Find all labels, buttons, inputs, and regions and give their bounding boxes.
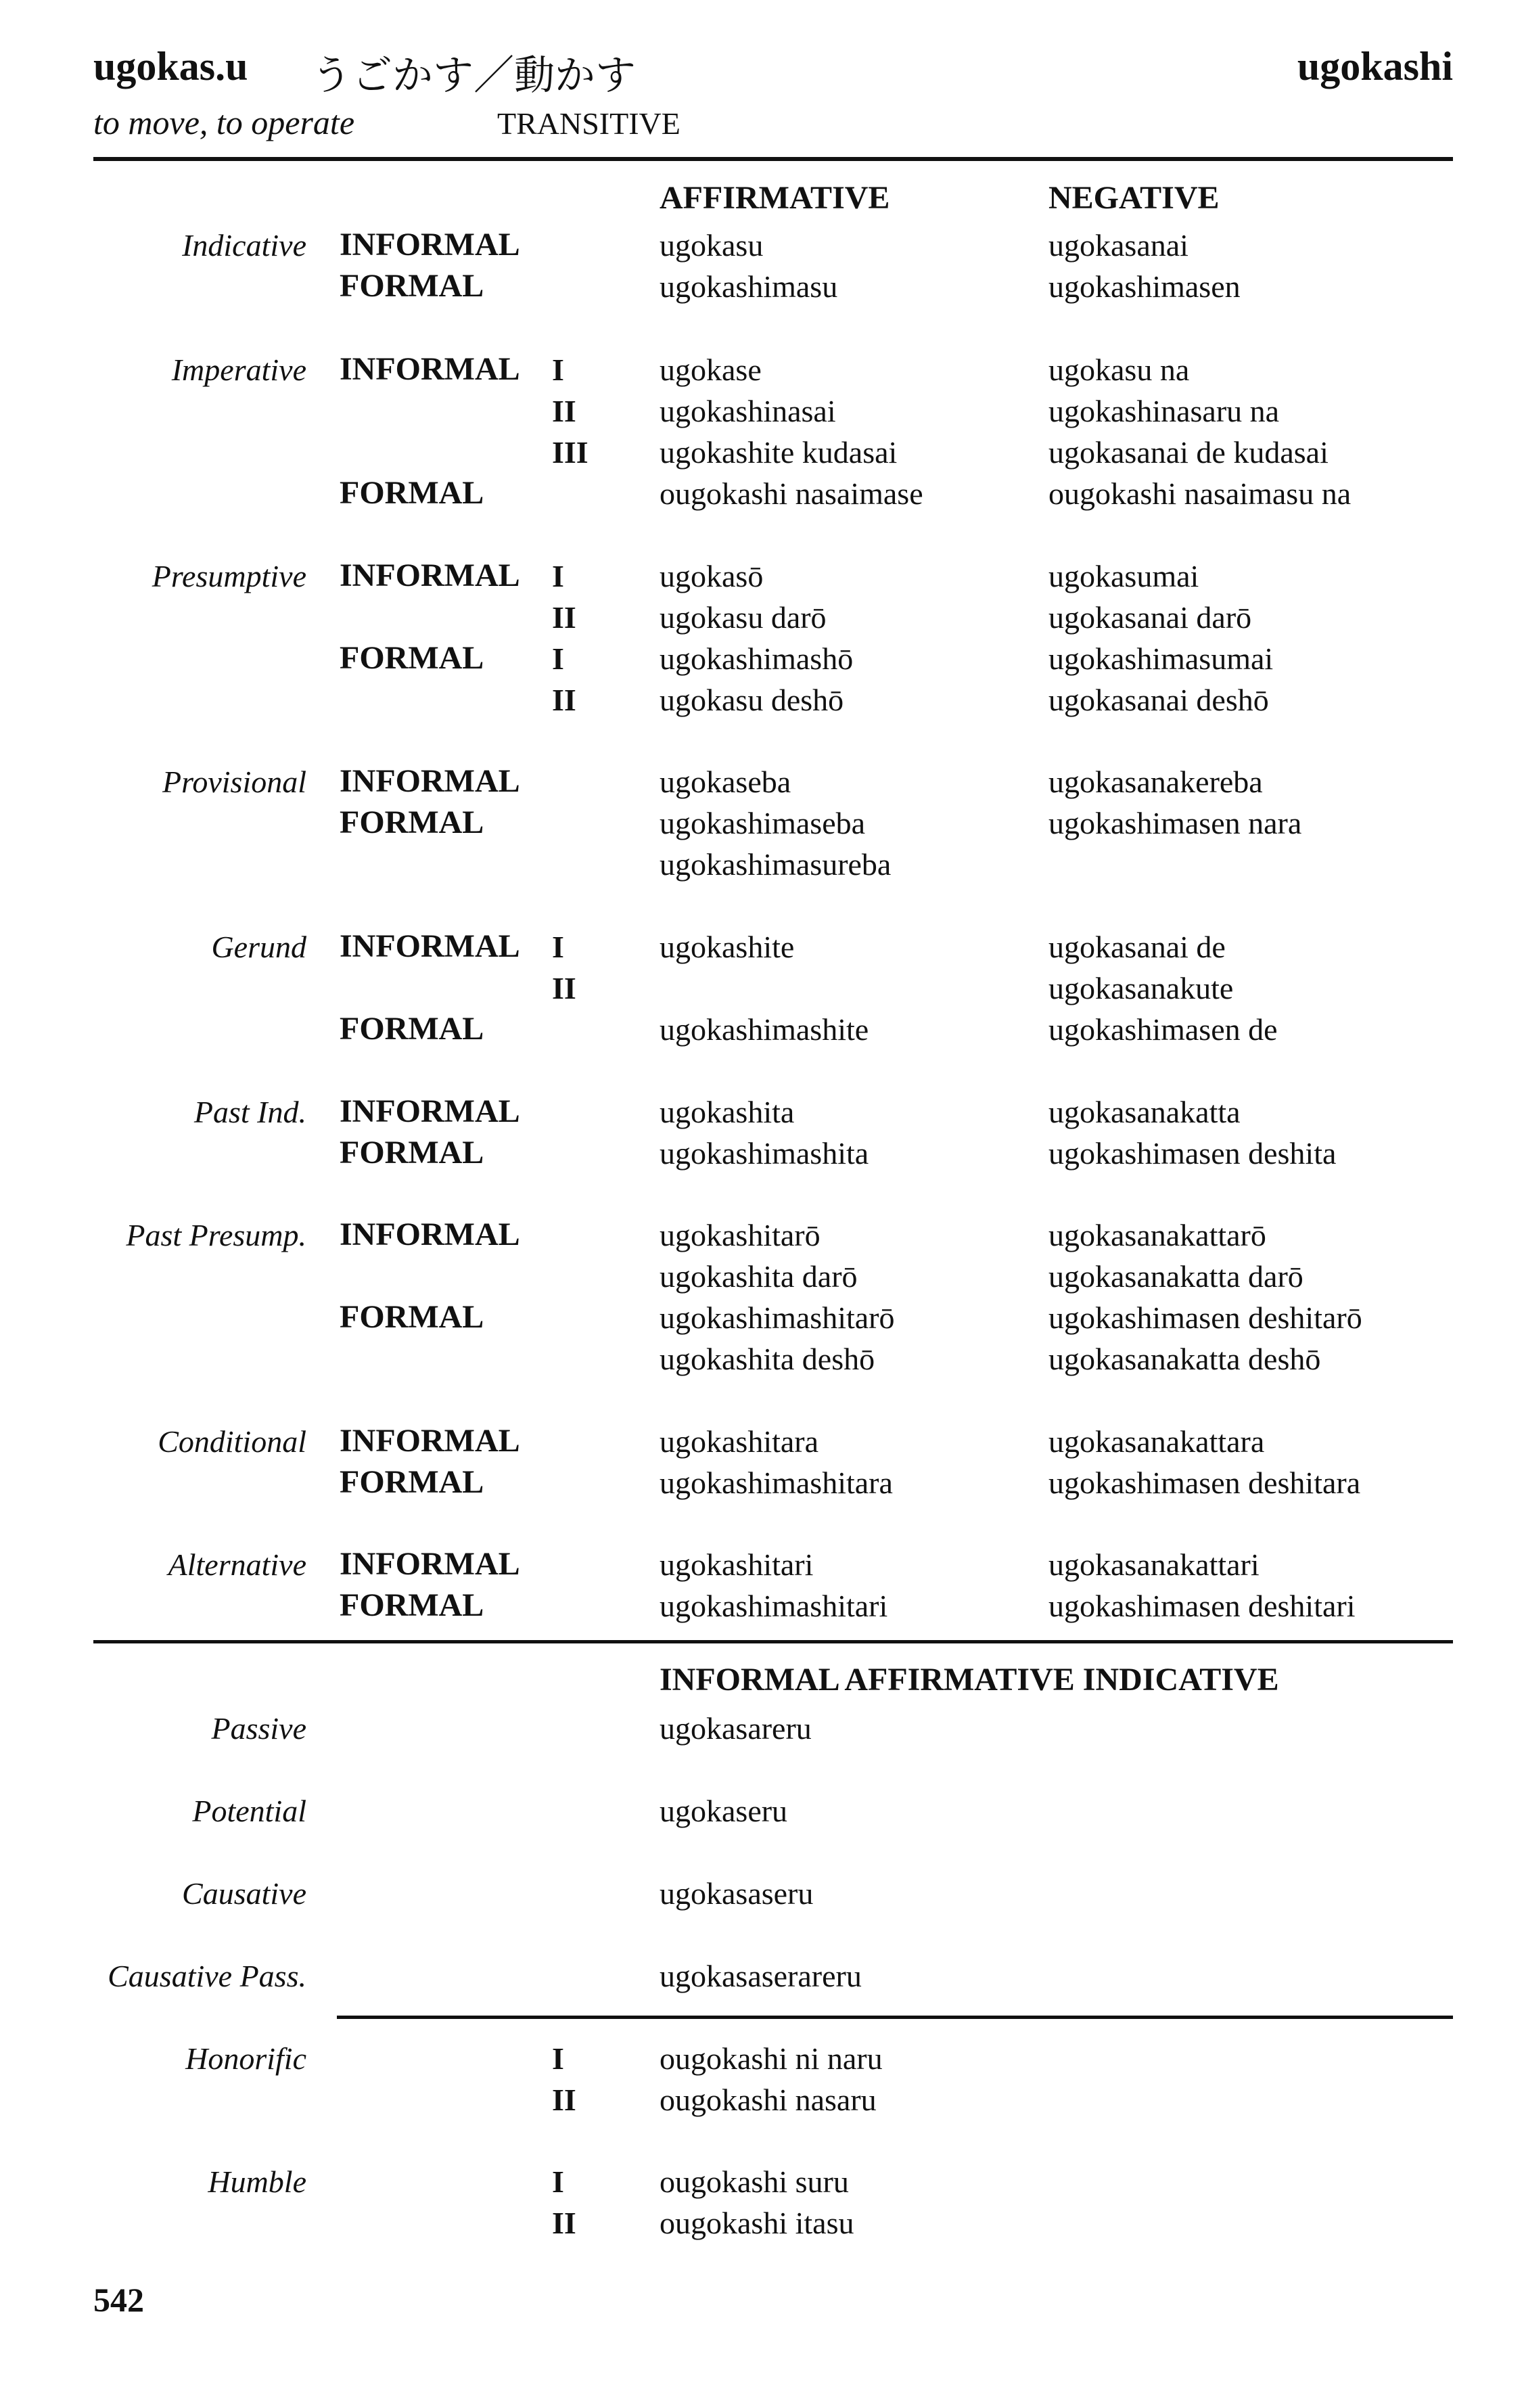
form-negative: ugokasanakereba [1048, 765, 1263, 799]
label-causative: Causative [182, 1876, 306, 1911]
row-label: Provisional [162, 765, 306, 799]
col-header-negative: NEGATIVE [1048, 180, 1220, 216]
form-negative: ugokashimasen [1048, 269, 1241, 304]
form-affirmative: ugokashita darō [660, 1259, 858, 1294]
form-affirmative: ugokasu darō [660, 600, 827, 635]
numeral-ii: II [552, 683, 576, 717]
form-negative: ugokasanai de kudasai [1048, 435, 1329, 470]
form-affirmative: ugokashimashitara [660, 1466, 893, 1500]
register-informal: INFORMAL [340, 351, 520, 387]
label-potential: Potential [192, 1794, 306, 1828]
label-passive: Passive [211, 1711, 306, 1746]
verb-stem: ugokashi [1297, 44, 1453, 89]
form-negative: ugokasanakatta deshō [1048, 1342, 1321, 1376]
form-negative: ugokasanai de [1048, 930, 1226, 964]
form-negative: ugokasanakute [1048, 971, 1234, 1005]
form-negative: ugokashimasen nara [1048, 806, 1302, 840]
value-honorific-i: ougokashi ni naru [660, 2041, 883, 2076]
form-affirmative: ugokashimashō [660, 641, 854, 676]
form-affirmative: ugokashimashitarō [660, 1300, 895, 1335]
form-affirmative: ugokashite kudasai [660, 435, 898, 470]
numeral-ii: II [552, 971, 576, 1005]
honorific-divider [337, 2016, 1453, 2019]
page-number: 542 [93, 2281, 144, 2319]
form-negative: ugokasanakattarō [1048, 1218, 1266, 1252]
form-negative: ugokasanakattara [1048, 1424, 1265, 1459]
form-affirmative: ugokase [660, 353, 762, 387]
verb-meaning: to move, to operate [93, 104, 355, 141]
row-label: Conditional [158, 1424, 306, 1459]
register-informal: INFORMAL [340, 1217, 520, 1252]
register-informal: INFORMAL [340, 1423, 520, 1459]
form-negative: ugokashimasen deshita [1048, 1136, 1337, 1171]
form-negative: ugokasumai [1048, 559, 1199, 593]
register-informal: INFORMAL [340, 558, 520, 593]
numeral-ii: II [552, 394, 576, 428]
verb-japanese: うごかす／動かす [311, 52, 636, 99]
form-affirmative: ugokashimaseba [660, 806, 866, 840]
label-humble: Humble [208, 2164, 306, 2199]
value-passive: ugokasareru [660, 1711, 812, 1746]
register-formal: FORMAL [340, 475, 484, 511]
form-affirmative: ougokashi nasaimase [660, 476, 923, 511]
form-affirmative: ugokashite [660, 930, 795, 964]
label-causative-passive: Causative Pass. [108, 1959, 306, 1993]
form-negative: ugokasanai darō [1048, 600, 1252, 635]
row-label: Gerund [211, 930, 306, 964]
register-informal: INFORMAL [340, 763, 520, 799]
register-formal: FORMAL [340, 1135, 484, 1171]
numeral-i: I [552, 559, 564, 593]
lower-heading: INFORMAL AFFIRMATIVE INDICATIVE [660, 1662, 1279, 1698]
value-causative: ugokasaseru [660, 1876, 814, 1911]
numeral-i: I [552, 2041, 564, 2076]
form-affirmative: ugokasō [660, 559, 764, 593]
form-negative: ugokasanakattari [1048, 1547, 1260, 1582]
form-negative: ugokasanakatta [1048, 1095, 1241, 1129]
numeral-ii: II [552, 2083, 576, 2117]
form-affirmative: ugokashimashite [660, 1012, 869, 1047]
value-humble-ii: ougokashi itasu [660, 2206, 854, 2240]
numeral-iii: III [552, 435, 588, 470]
form-affirmative: ugokashitari [660, 1547, 814, 1582]
form-affirmative: ugokashinasai [660, 394, 836, 428]
numeral-i: I [552, 353, 564, 387]
register-formal: FORMAL [340, 640, 484, 676]
register-formal: FORMAL [340, 268, 484, 304]
form-affirmative: ugokashitara [660, 1424, 819, 1459]
row-label: Indicative [182, 228, 306, 263]
register-formal: FORMAL [340, 1011, 484, 1047]
row-label: Past Ind. [193, 1095, 306, 1129]
form-affirmative: ugokasu [660, 228, 764, 263]
value-honorific-ii: ougokashi nasaru [660, 2083, 877, 2117]
register-informal: INFORMAL [340, 1546, 520, 1582]
form-negative: ugokashimasen deshitari [1048, 1589, 1356, 1623]
form-affirmative: ugokashimasureba [660, 847, 892, 882]
register-formal: FORMAL [340, 1299, 484, 1335]
numeral-i: I [552, 2164, 564, 2199]
form-negative: ugokashimasumai [1048, 641, 1274, 676]
register-formal: FORMAL [340, 1587, 484, 1623]
numeral-i: I [552, 930, 564, 964]
form-negative: ugokasanai [1048, 228, 1188, 263]
value-causative-passive: ugokasaserareru [660, 1959, 862, 1993]
col-header-affirmative: AFFIRMATIVE [660, 180, 890, 216]
form-affirmative: ugokashimashita [660, 1136, 869, 1171]
verb-type: TRANSITIVE [497, 106, 680, 141]
header-rule [93, 157, 1453, 161]
section-divider [93, 1640, 1453, 1643]
form-affirmative: ugokashita [660, 1095, 795, 1129]
form-negative: ugokashinasaru na [1048, 394, 1280, 428]
form-negative: ugokashimasen deshitara [1048, 1466, 1361, 1500]
row-label: Alternative [168, 1547, 306, 1582]
form-negative: ugokasanakatta darō [1048, 1259, 1303, 1294]
numeral-i: I [552, 641, 564, 676]
form-affirmative: ugokaseba [660, 765, 791, 799]
label-honorific: Honorific [185, 2041, 306, 2076]
form-affirmative: ugokashita deshō [660, 1342, 875, 1376]
form-affirmative: ugokashimasu [660, 269, 838, 304]
register-informal: INFORMAL [340, 928, 520, 964]
register-informal: INFORMAL [340, 1093, 520, 1129]
row-label: Past Presump. [126, 1218, 306, 1252]
form-negative: ugokasu na [1048, 353, 1190, 387]
form-negative: ugokashimasen deshitarō [1048, 1300, 1362, 1335]
verb-romaji: ugokas.u [93, 44, 248, 89]
numeral-ii: II [552, 600, 576, 635]
form-affirmative: ugokashitarō [660, 1218, 821, 1252]
register-informal: INFORMAL [340, 227, 520, 263]
row-label: Presumptive [152, 559, 306, 593]
register-formal: FORMAL [340, 1464, 484, 1500]
form-negative: ugokasanai deshō [1048, 683, 1269, 717]
value-humble-i: ougokashi suru [660, 2164, 849, 2199]
form-affirmative: ugokashimashitari [660, 1589, 888, 1623]
numeral-ii: II [552, 2206, 576, 2240]
form-negative: ougokashi nasaimasu na [1048, 476, 1352, 511]
register-formal: FORMAL [340, 804, 484, 840]
form-negative: ugokashimasen de [1048, 1012, 1278, 1047]
row-label: Imperative [171, 353, 306, 387]
form-affirmative: ugokasu deshō [660, 683, 844, 717]
value-potential: ugokaseru [660, 1794, 788, 1828]
